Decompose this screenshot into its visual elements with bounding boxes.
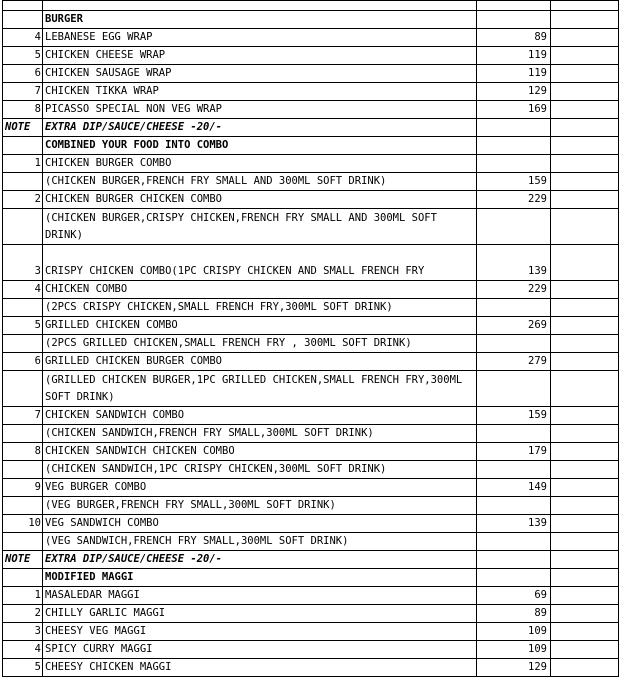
price-cell [477,119,551,137]
item-description-row [3,425,619,443]
menu-item-row [3,65,619,83]
item-name: MASALEDAR MAGGI [43,587,477,605]
item-price: 69 [477,587,551,605]
price-cell [477,11,551,29]
menu-item-row [3,101,619,119]
item-name: CHICKEN TIKKA WRAP [43,83,477,101]
item-price: 139 [477,245,551,281]
menu-table [2,0,619,677]
empty-cell [551,659,619,677]
item-index: 4 [3,641,43,659]
item-index: 8 [3,443,43,461]
empty-cell [551,173,619,191]
section-heading: BURGER [43,11,477,29]
price-cell [477,551,551,569]
note-label: NOTE [3,551,43,569]
empty-cell [551,281,619,299]
item-index: 3 [3,245,43,281]
empty-cell [551,299,619,317]
item-description: (CHICKEN BURGER,CRISPY CHICKEN,FRENCH FRY SMALL AND 300ML SOFT DRINK) [43,209,477,245]
empty-cell [551,155,619,173]
menu-item-row [3,623,619,641]
item-name: CHICKEN BURGER CHICKEN COMBO [43,191,477,209]
menu-item-row [3,587,619,605]
empty-cell [551,11,619,29]
empty-cell [551,317,619,335]
menu-item-row [3,515,619,533]
item-description: (GRILLED CHICKEN BURGER,1PC GRILLED CHICKEN,SMALL FRENCH FRY,300ML SOFT DRINK) [43,371,477,407]
item-price [477,371,551,407]
empty-cell [551,623,619,641]
item-description: (2PCS GRILLED CHICKEN,SMALL FRENCH FRY , 300ML SOFT DRINK) [43,335,477,353]
item-price [477,533,551,551]
menu-item-row [3,605,619,623]
item-name: VEG SANDWICH COMBO [43,515,477,533]
item-price: 119 [477,65,551,83]
item-index [3,497,43,515]
item-description: (CHICKEN SANDWICH,1PC CRISPY CHICKEN,300ML SOFT DRINK) [43,461,477,479]
item-name: CRISPY CHICKEN COMBO(1PC CRISPY CHICKEN AND SMALL FRENCH FRY [43,245,477,281]
item-price: 129 [477,659,551,677]
item-index [3,461,43,479]
item-index: 5 [3,317,43,335]
empty-cell [551,335,619,353]
item-index: 2 [3,605,43,623]
item-price: 229 [477,281,551,299]
empty-cell [551,515,619,533]
empty-cell [551,65,619,83]
menu-item-row [3,641,619,659]
section-heading-row [3,569,619,587]
item-name: CHICKEN SANDWICH COMBO [43,407,477,425]
empty-cell [551,479,619,497]
item-name: LEBANESE EGG WRAP [43,29,477,47]
empty-cell [551,83,619,101]
item-name: GRILLED CHICKEN BURGER COMBO [43,353,477,371]
empty-cell [551,209,619,245]
note-label: NOTE [3,119,43,137]
menu-item-row [3,479,619,497]
item-price: 129 [477,83,551,101]
menu-item-row [3,29,619,47]
note-text: EXTRA DIP/SAUCE/CHEESE -20/- [43,551,477,569]
menu-item-row [3,317,619,335]
item-index: 2 [3,191,43,209]
menu-item-row [3,659,619,677]
item-index: 8 [3,101,43,119]
item-index [3,173,43,191]
item-name: CHICKEN CHEESE WRAP [43,47,477,65]
note-text: EXTRA DIP/SAUCE/CHEESE -20/- [43,119,477,137]
item-price [477,425,551,443]
item-index [3,209,43,245]
empty-cell [551,29,619,47]
note-row [3,551,619,569]
empty-cell [551,119,619,137]
item-index: 5 [3,47,43,65]
item-name: CHEESY CHICKEN MAGGI [43,659,477,677]
item-description-row [3,461,619,479]
empty-cell [551,101,619,119]
empty-cell [551,587,619,605]
empty-cell [551,551,619,569]
item-price: 109 [477,623,551,641]
item-price: 89 [477,605,551,623]
empty-cell [551,353,619,371]
section-heading: COMBINED YOUR FOOD INTO COMBO [43,137,477,155]
item-price: 159 [477,407,551,425]
item-description: (VEG SANDWICH,FRENCH FRY SMALL,300ML SOFT DRINK) [43,533,477,551]
item-name: CHICKEN SAUSAGE WRAP [43,65,477,83]
item-price [477,497,551,515]
item-description: (CHICKEN BURGER,FRENCH FRY SMALL AND 300ML SOFT DRINK) [43,173,477,191]
item-index: 1 [3,155,43,173]
empty-cell [551,425,619,443]
empty-cell [551,407,619,425]
cell [3,1,43,11]
item-index [3,299,43,317]
item-price [477,335,551,353]
item-description-row [3,173,619,191]
menu-spreadsheet [2,0,619,677]
item-description: (CHICKEN SANDWICH,FRENCH FRY SMALL,300ML SOFT DRINK) [43,425,477,443]
item-index: 7 [3,83,43,101]
price-cell [477,569,551,587]
menu-item-row [3,353,619,371]
item-price [477,299,551,317]
item-description: (2PCS CRISPY CHICKEN,SMALL FRENCH FRY,300ML SOFT DRINK) [43,299,477,317]
menu-item-row [3,191,619,209]
menu-item-row [3,47,619,65]
item-name: CHICKEN COMBO [43,281,477,299]
item-description: (VEG BURGER,FRENCH FRY SMALL,300ML SOFT DRINK) [43,497,477,515]
menu-item-row [3,245,619,281]
empty-cell [551,191,619,209]
item-index: 9 [3,479,43,497]
item-index: 3 [3,623,43,641]
item-price: 149 [477,479,551,497]
item-index: 10 [3,515,43,533]
item-index: 6 [3,65,43,83]
section-heading-row [3,137,619,155]
item-description-row [3,335,619,353]
cell [43,1,477,11]
item-description-row [3,209,619,245]
item-description-row [3,371,619,407]
item-price: 109 [477,641,551,659]
item-index: 4 [3,281,43,299]
empty-cell [551,533,619,551]
item-price [477,461,551,479]
empty-cell [551,47,619,65]
item-index [3,425,43,443]
item-name: GRILLED CHICKEN COMBO [43,317,477,335]
item-price [477,155,551,173]
item-price: 159 [477,173,551,191]
cell [551,1,619,11]
section-heading: MODIFIED MAGGI [43,569,477,587]
item-index: 4 [3,29,43,47]
item-index [3,371,43,407]
empty-cell [551,371,619,407]
item-price: 269 [477,317,551,335]
empty-cell [551,497,619,515]
item-description-row [3,533,619,551]
price-cell [477,137,551,155]
item-name: SPICY CURRY MAGGI [43,641,477,659]
item-name: PICASSO SPECIAL NON VEG WRAP [43,101,477,119]
empty-cell [551,461,619,479]
item-description-row [3,497,619,515]
item-index [3,335,43,353]
item-price: 229 [477,191,551,209]
item-name: CHEESY VEG MAGGI [43,623,477,641]
empty-cell [551,569,619,587]
menu-item-row [3,83,619,101]
item-name: CHILLY GARLIC MAGGI [43,605,477,623]
empty-cell [551,245,619,281]
item-index: 7 [3,407,43,425]
item-index: 6 [3,353,43,371]
item-description-row [3,299,619,317]
item-name: CHICKEN SANDWICH CHICKEN COMBO [43,443,477,461]
item-index: 5 [3,659,43,677]
index-cell [3,137,43,155]
item-price: 119 [477,47,551,65]
empty-cell [551,605,619,623]
item-price: 279 [477,353,551,371]
item-index [3,533,43,551]
empty-cell [551,443,619,461]
item-name: CHICKEN BURGER COMBO [43,155,477,173]
section-heading-row [3,11,619,29]
menu-item-row [3,443,619,461]
cropped-top-row [3,1,619,11]
item-price: 139 [477,515,551,533]
note-row [3,119,619,137]
item-price: 89 [477,29,551,47]
cell [477,1,551,11]
menu-item-row [3,155,619,173]
empty-cell [551,137,619,155]
item-price: 169 [477,101,551,119]
item-name: VEG BURGER COMBO [43,479,477,497]
index-cell [3,11,43,29]
item-price: 179 [477,443,551,461]
menu-item-row [3,281,619,299]
empty-cell [551,641,619,659]
index-cell [3,569,43,587]
menu-item-row [3,407,619,425]
item-index: 1 [3,587,43,605]
item-price [477,209,551,245]
